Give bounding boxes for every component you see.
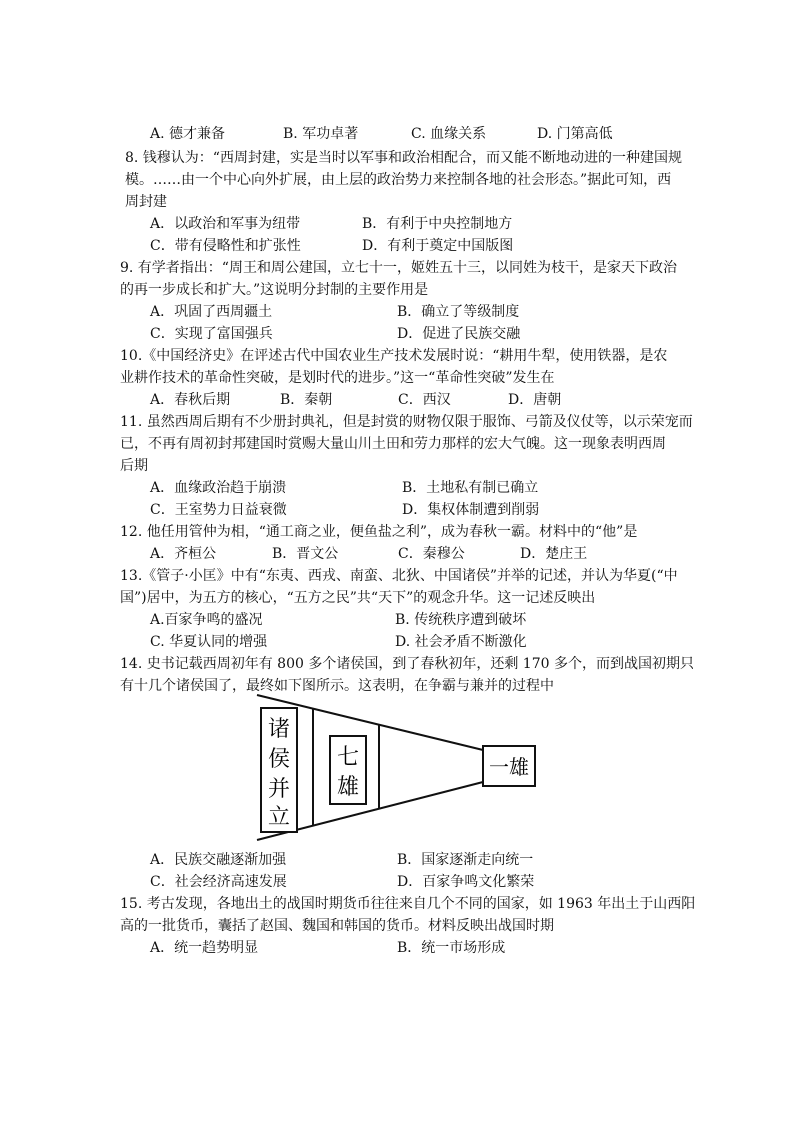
q11-stem-line-3: 后期 [120, 458, 148, 474]
q9-option-c: C．实现了富国强兵 [150, 326, 273, 342]
q14-stem-line-2: 有十几个诸侯国了，最终如下图所示。这表明，在争霸与兼并的过程中 [120, 678, 554, 694]
q13-option-a: A.百家争鸣的盛况 [150, 612, 263, 628]
q9-option-a: A．巩固了西周疆土 [150, 304, 273, 320]
q15-option-a: A．统一趋势明显 [150, 940, 259, 956]
q13-stem-line-1: 13.《管子·小匡》中有“东夷、西戎、南蛮、北狄、中国诸侯”并举的记述，并认为华夏(“中 [120, 568, 678, 584]
q7-option-a: A. 德才兼备 [150, 126, 226, 142]
q7-option-b: B. 军功卓著 [283, 126, 359, 142]
q10-stem-line-1: 10.《中国经济史》在评述古代中国农业生产技术发展时说：“耕用牛犁，使用铁器，是农 [120, 348, 668, 364]
q7-option-c: C. 血缘关系 [411, 126, 487, 142]
unification-funnel-diagram [255, 690, 555, 850]
middle-label-char-2: 雄 [336, 775, 360, 800]
q8-option-d: D．有利于奠定中国版图 [362, 238, 514, 254]
q8-stem-line-1: 8. 钱穆认为：“西周封建，实是当时以军事和政治相配合，而又能不断地动进的一种建国规 [125, 150, 682, 166]
q11-option-b: B．土地私有制已确立 [402, 480, 539, 496]
q10-option-a: A．春秋后期 [150, 392, 231, 408]
q8-stem-line-2: 模。……由一个中心向外扩展，由上层的政治势力来控制各地的社会形态。”据此可知，西 [125, 172, 672, 188]
q14-stem-line-1: 14. 史书记载西周初年有 800 多个诸侯国，到了春秋初年，还剩 170 多个，而到战国初期只 [120, 656, 694, 672]
q10-option-c: C．西汉 [398, 392, 451, 408]
middle-label-char-1: 七 [336, 745, 360, 770]
q12-option-a: A．齐桓公 [150, 546, 217, 562]
q12-option-d: D．楚庄王 [520, 546, 588, 562]
right-label: 一雄 [489, 755, 529, 779]
q12-option-c: C．秦穆公 [398, 546, 465, 562]
q9-stem-line-2: 的再一步成长和扩大。”这说明分封制的主要作用是 [120, 282, 429, 298]
q9-option-b: B．确立了等级制度 [397, 304, 520, 320]
left-label-char-1: 诸 [267, 717, 291, 742]
q10-option-b: B．秦朝 [280, 392, 333, 408]
q14-option-a: A．民族交融逐渐加强 [150, 852, 287, 868]
left-label-char-4: 立 [267, 805, 291, 830]
q15-option-b: B．统一市场形成 [397, 940, 506, 956]
q13-option-c: C. 华夏认同的增强 [150, 634, 268, 650]
q14-option-b: B．国家逐渐走向统一 [397, 852, 534, 868]
q15-stem-line-2: 高的一批货币，囊括了赵国、魏国和韩国的货币。材料反映出战国时期 [120, 918, 554, 934]
q14-option-c: C．社会经济高速发展 [150, 874, 287, 890]
q15-stem-line-1: 15. 考古发现，各地出土的战国时期货币往往来自几个不同的国家，如 1963 年出土于山西阳 [120, 896, 696, 912]
q12-stem-line-1: 12. 他任用管仲为相，“通工商之业，便鱼盐之利”，成为春秋一霸。材料中的“他”是 [120, 524, 638, 540]
q8-stem-line-3: 周封建 [125, 194, 167, 210]
q8-option-a: A．以政治和军事为纽带 [150, 216, 301, 232]
q9-stem-line-1: 9. 有学者指出：“周王和周公建国，立七十一，姬姓五十三，以同姓为枝干，是家天下政治 [120, 260, 677, 276]
q11-option-a: A．血缘政治趋于崩溃 [150, 480, 287, 496]
left-label-char-2: 侯 [267, 747, 291, 772]
left-label-char-3: 并 [267, 777, 291, 802]
q9-option-d: D．促进了民族交融 [397, 326, 521, 342]
q14-option-d: D．百家争鸣文化繁荣 [397, 874, 535, 890]
q7-option-d: D. 门第高低 [537, 126, 613, 142]
q10-stem-line-2: 业耕作技术的革命性突破，是划时代的进步。”这一“革命性突破”发生在 [120, 370, 555, 386]
q11-option-c: C．王室势力日益衰微 [150, 502, 287, 518]
q11-stem-line-2: 已，不再有周初封邦建国时赏赐大量山川土田和劳力那样的宏大气魄。这一现象表明西周 [120, 436, 666, 452]
q12-option-b: B．晋文公 [272, 546, 339, 562]
q8-option-b: B．有利于中央控制地方 [362, 216, 513, 232]
q10-option-d: D．唐朝 [508, 392, 562, 408]
q8-option-c: C．带有侵略性和扩张性 [150, 238, 301, 254]
q13-option-d: D. 社会矛盾不断激化 [395, 634, 527, 650]
q13-stem-line-2: 国”)居中，为五方的核心，“五方之民”共“天下”的观念升华。这一记述反映出 [120, 590, 596, 606]
q11-option-d: D．集权体制遭到削弱 [402, 502, 540, 518]
q11-stem-line-1: 11. 虽然西周后期有不少册封典礼，但是封赏的财物仅限于服饰、弓箭及仪仗等，以示荣宠而 [120, 414, 693, 430]
q13-option-b: B. 传统秩序遭到破坏 [395, 612, 527, 628]
